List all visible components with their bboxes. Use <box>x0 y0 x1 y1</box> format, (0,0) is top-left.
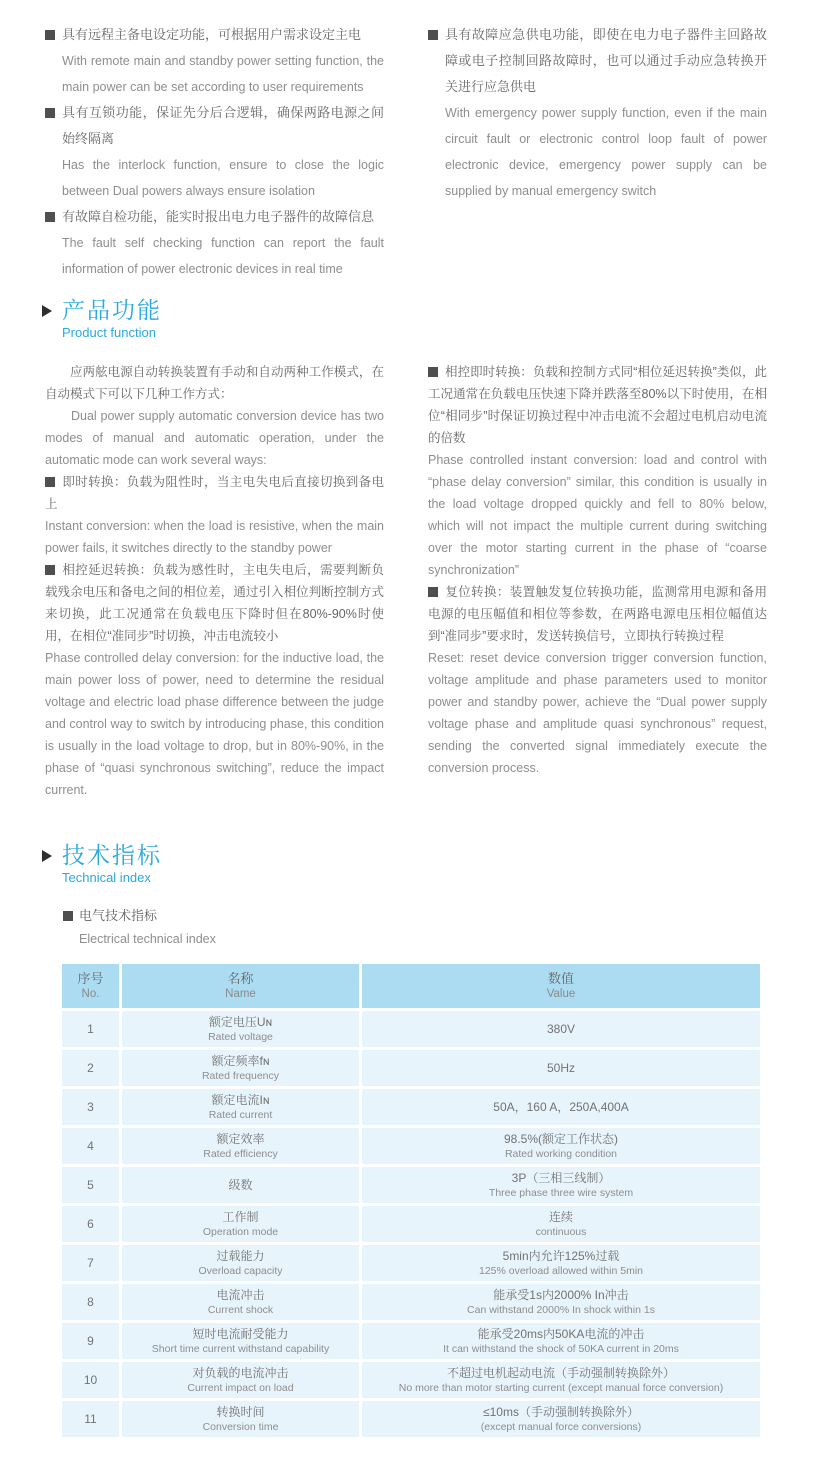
feature-item <box>45 100 384 204</box>
cell-value <box>362 1128 760 1164</box>
pf-bullet-cn <box>45 559 384 647</box>
cell-name-en: Rated frequency <box>201 1070 280 1082</box>
cell-value <box>362 1011 760 1047</box>
cell-name-en: Rated current <box>208 1109 273 1121</box>
cell-value <box>362 1401 760 1437</box>
cell-name-en: Short time current withstand capability <box>151 1343 330 1355</box>
cell-name <box>122 1128 359 1164</box>
pf-bullet-en: Phase controlled instant conversion: load and control with “phase delay conversion” similar, this condition is usually in the load voltage dropped quickly and fell to 80% below, which will not impact the multiple current during switching over the motor starting current in the phase of “coarse synchronization” <box>428 453 767 577</box>
cell-name <box>122 1245 359 1281</box>
bullet-square-icon <box>428 587 438 597</box>
pf-bullet-text: 复位转换：装置触发复位转换功能，监测常用电源和备用电源的电压幅值和相位等参数，在两路电源电压相位幅值达到“准同步”要求时，发送转换信号，立即执行转换过程 <box>428 585 767 643</box>
cell-no: 7 <box>62 1245 119 1281</box>
table-header-row <box>62 964 760 1008</box>
cell-no: 11 <box>62 1401 119 1437</box>
cell-no: 4 <box>62 1128 119 1164</box>
cell-name <box>122 1362 359 1398</box>
feature-item <box>45 22 384 100</box>
cell-no: 10 <box>62 1362 119 1398</box>
cell-name-cn: 短时电流耐受能力 <box>192 1327 289 1341</box>
cell-value-cn: ≤10ms（手动强制转换除外） <box>483 1405 639 1419</box>
electrical-title-cn <box>63 906 830 926</box>
cell-no: 9 <box>62 1323 119 1359</box>
cell-no: 3 <box>62 1089 119 1125</box>
cell-value <box>362 1245 760 1281</box>
header-value-en: Value <box>546 988 576 1000</box>
pf-bullet-text: 即时转换：负载为阻性时，当主电失电后直接切换到备电上 <box>45 475 384 511</box>
pf-intro-en: Dual power supply automatic conversion device has two modes of manual and automatic operation, under the automatic mode can work several ways: <box>45 409 384 467</box>
column-header-value <box>362 964 760 1008</box>
cell-name-en: Current impact on load <box>187 1382 294 1394</box>
feature-text-cn: 有故障自检功能，能实时报出电力电子器件的故障信息 <box>62 209 375 224</box>
cell-value-cn: 98.5%(额定工作状态) <box>503 1132 619 1146</box>
features-section <box>0 0 830 282</box>
feature-text-en: With emergency power supply function, even if the main circuit fault or electronic control loop fault of power electronic device, emergency power supply can be supplied by manual emergency switch <box>445 106 767 198</box>
electrical-title-text: 电气技术指标 <box>79 908 158 923</box>
cell-name-cn: 工作制 <box>222 1210 259 1224</box>
feature-text-en: Has the interlock function, ensure to close the logic between Dual powers always ensure isolation <box>62 158 384 198</box>
cell-name <box>122 1284 359 1320</box>
pf-bullet-cn <box>428 581 767 647</box>
cell-value-en: It can withstand the shock of 50KA current in 20ms <box>443 1343 679 1355</box>
table-row <box>62 1323 760 1359</box>
section-title-cn: 技术指标 <box>62 842 162 868</box>
cell-value-en: 125% overload allowed within 5min <box>478 1265 643 1277</box>
electrical-subsection <box>63 906 830 949</box>
table-row <box>62 1362 760 1398</box>
table-row <box>62 1089 760 1125</box>
feature-text-en: With remote main and standby power setting function, the main power can be set according to user requirements <box>62 54 384 94</box>
section-header-text <box>62 841 162 886</box>
pf-bullet-en: Reset: reset device conversion trigger conversion function, voltage amplitude and phase parameters used to monitor power and standby power, achieve the “Dual power supply voltage phase and amplitude quasi synchronous” request, sending the converted signal immediately execute the conversion process. <box>428 651 767 775</box>
cell-value <box>362 1050 760 1086</box>
feature-item <box>45 204 384 282</box>
cell-name-cn: 级数 <box>228 1178 253 1192</box>
feature-text-cn: 具有远程主备电设定功能，可根据用户需求设定主电 <box>62 27 362 42</box>
pf-right-column <box>428 361 767 801</box>
bullet-square-icon <box>428 367 438 377</box>
bullet-square-icon <box>45 212 55 222</box>
cell-no: 6 <box>62 1206 119 1242</box>
header-name-cn: 名称 <box>227 971 254 986</box>
cell-value-en: (except manual force conversions) <box>480 1421 642 1433</box>
cell-value-en: No more than motor starting current (except manual force conversion) <box>398 1382 724 1394</box>
cell-value-cn: 50A，160 A，250A,400A <box>493 1100 629 1114</box>
cell-name-cn: 额定效率 <box>216 1132 265 1146</box>
table-row <box>62 1011 760 1047</box>
electrical-spec-table <box>59 961 763 1440</box>
header-no-en: No. <box>81 988 100 1000</box>
cell-name-en: Overload capacity <box>198 1265 283 1277</box>
electrical-title-en: Electrical technical index <box>79 932 216 946</box>
section-title-cn: 产品功能 <box>62 297 162 323</box>
header-name-en: Name <box>225 988 256 1000</box>
cell-value-cn: 不超过电机起动电流（手动强制转换除外） <box>446 1366 675 1380</box>
table-row <box>62 1050 760 1086</box>
product-function-body <box>0 341 830 801</box>
cell-value-cn: 连续 <box>548 1210 573 1224</box>
cell-name <box>122 1011 359 1047</box>
cell-value-cn: 能承受20ms内50KA电流的冲击 <box>477 1327 645 1341</box>
cell-name-cn: 转换时间 <box>216 1405 265 1419</box>
bullet-square-icon <box>45 108 55 118</box>
cell-name <box>122 1323 359 1359</box>
cell-name-cn: 额定频率fɴ <box>211 1054 270 1068</box>
pf-intro-cn: 应两舷电源自动转换装置有手动和自动两种工作模式，在自动模式下可以下几种工作方式： <box>45 365 384 401</box>
cell-value-cn: 3P（三相三线制） <box>511 1171 611 1185</box>
table-row <box>62 1206 760 1242</box>
bullet-square-icon <box>45 477 55 487</box>
pf-left-column <box>45 361 384 801</box>
bullet-square-icon <box>63 911 73 921</box>
cell-value-cn: 5min内允许125%过载 <box>502 1249 620 1263</box>
pf-bullet-cn <box>428 361 767 449</box>
cell-value <box>362 1284 760 1320</box>
column-header-name <box>122 964 359 1008</box>
cell-value-cn: 380V <box>546 1022 576 1036</box>
cell-name-en: Rated efficiency <box>203 1148 278 1160</box>
table-row <box>62 1284 760 1320</box>
cell-value-en: Rated working condition <box>504 1148 618 1160</box>
cell-name-cn: 电流冲击 <box>216 1288 265 1302</box>
bullet-square-icon <box>45 30 55 40</box>
cell-value <box>362 1206 760 1242</box>
section-header-technical-index <box>42 841 830 886</box>
cell-name-en: Current shock <box>207 1304 274 1316</box>
cell-name-cn: 对负载的电流冲击 <box>192 1366 289 1380</box>
cell-value <box>362 1167 760 1203</box>
cell-value <box>362 1089 760 1125</box>
cell-name-en: Conversion time <box>202 1421 279 1433</box>
cell-name <box>122 1206 359 1242</box>
cell-name-cn: 额定电流Iɴ <box>211 1093 270 1107</box>
feature-text-cn: 具有故障应急供电功能，即使在电力电子器件主回路故障或电子控制回路故障时，也可以通过手动应急转换开关进行应急供电 <box>445 27 767 94</box>
feature-text-en: The fault self checking function can report the fault information of power electronic devices in real time <box>62 236 384 276</box>
section-header-product-function <box>42 296 830 341</box>
table-row <box>62 1245 760 1281</box>
cell-name <box>122 1167 359 1203</box>
column-header-no <box>62 964 119 1008</box>
cell-no: 2 <box>62 1050 119 1086</box>
cell-name-en: Rated voltage <box>208 1031 273 1043</box>
bullet-square-icon <box>428 30 438 40</box>
cell-value <box>362 1362 760 1398</box>
section-title-en: Product function <box>62 325 156 340</box>
cell-name <box>122 1089 359 1125</box>
cell-name-cn: 过载能力 <box>216 1249 265 1263</box>
bullet-square-icon <box>45 565 55 575</box>
feature-text-cn: 具有互锁功能，保证先分后合逻辑，确保两路电源之间始终隔离 <box>62 105 384 146</box>
pf-bullet-cn <box>45 471 384 515</box>
section-header-text <box>62 296 162 341</box>
table-row <box>62 1401 760 1437</box>
cell-name-en: Operation mode <box>202 1226 279 1238</box>
cell-value-cn: 能承受1s内2000% In冲击 <box>493 1288 629 1302</box>
pf-bullet-text: 相控延迟转换：负载为感性时，主电失电后，需要判断负载残余电压和备电之间的相位差，通过引入相位判断控制方式来切换，此工况通常在负载电压下降时但在80%-90%时使用，在相位“准同步”时切换，冲击电流较小 <box>45 563 384 643</box>
features-right-column <box>428 22 767 282</box>
cell-no: 1 <box>62 1011 119 1047</box>
pf-bullet-en: Phase controlled delay conversion: for the inductive load, the main power loss of power, need to determine the residual voltage and electric load phase difference between the judge and control way to switch by introducing phase, this condition is usually in the load voltage to drop, but in 80%-90%, in the phase of “quasi synchronous switching”, reduce the impact current. <box>45 651 384 797</box>
triangle-icon <box>42 850 52 862</box>
cell-name <box>122 1401 359 1437</box>
feature-item <box>428 22 767 204</box>
section-title-en: Technical index <box>62 870 151 885</box>
cell-value-en: Three phase three wire system <box>488 1187 634 1199</box>
cell-no: 5 <box>62 1167 119 1203</box>
cell-value-cn: 50Hz <box>546 1061 575 1075</box>
cell-value-en: continuous <box>535 1226 587 1238</box>
cell-value-en: Can withstand 2000% In shock within 1s <box>467 1304 655 1316</box>
pf-bullet-en: Instant conversion: when the load is resistive, when the main power fails, it switches directly to the standby power <box>45 519 384 555</box>
header-value-cn: 数值 <box>547 971 574 986</box>
table-row <box>62 1167 760 1203</box>
features-left-column <box>45 22 384 282</box>
cell-value <box>362 1323 760 1359</box>
triangle-icon <box>42 305 52 317</box>
cell-no: 8 <box>62 1284 119 1320</box>
cell-name-cn: 额定电压Uɴ <box>208 1015 273 1029</box>
table-row <box>62 1128 760 1164</box>
cell-name <box>122 1050 359 1086</box>
header-no-cn: 序号 <box>77 971 104 986</box>
pf-bullet-text: 相控即时转换：负载和控制方式同“相位延迟转换”类似，此工况通常在负载电压快速下降并跌落至80%以下时使用，在相位“相同步”时保证切换过程中冲击电流不会超过电机启动电流的倍数 <box>428 365 767 445</box>
